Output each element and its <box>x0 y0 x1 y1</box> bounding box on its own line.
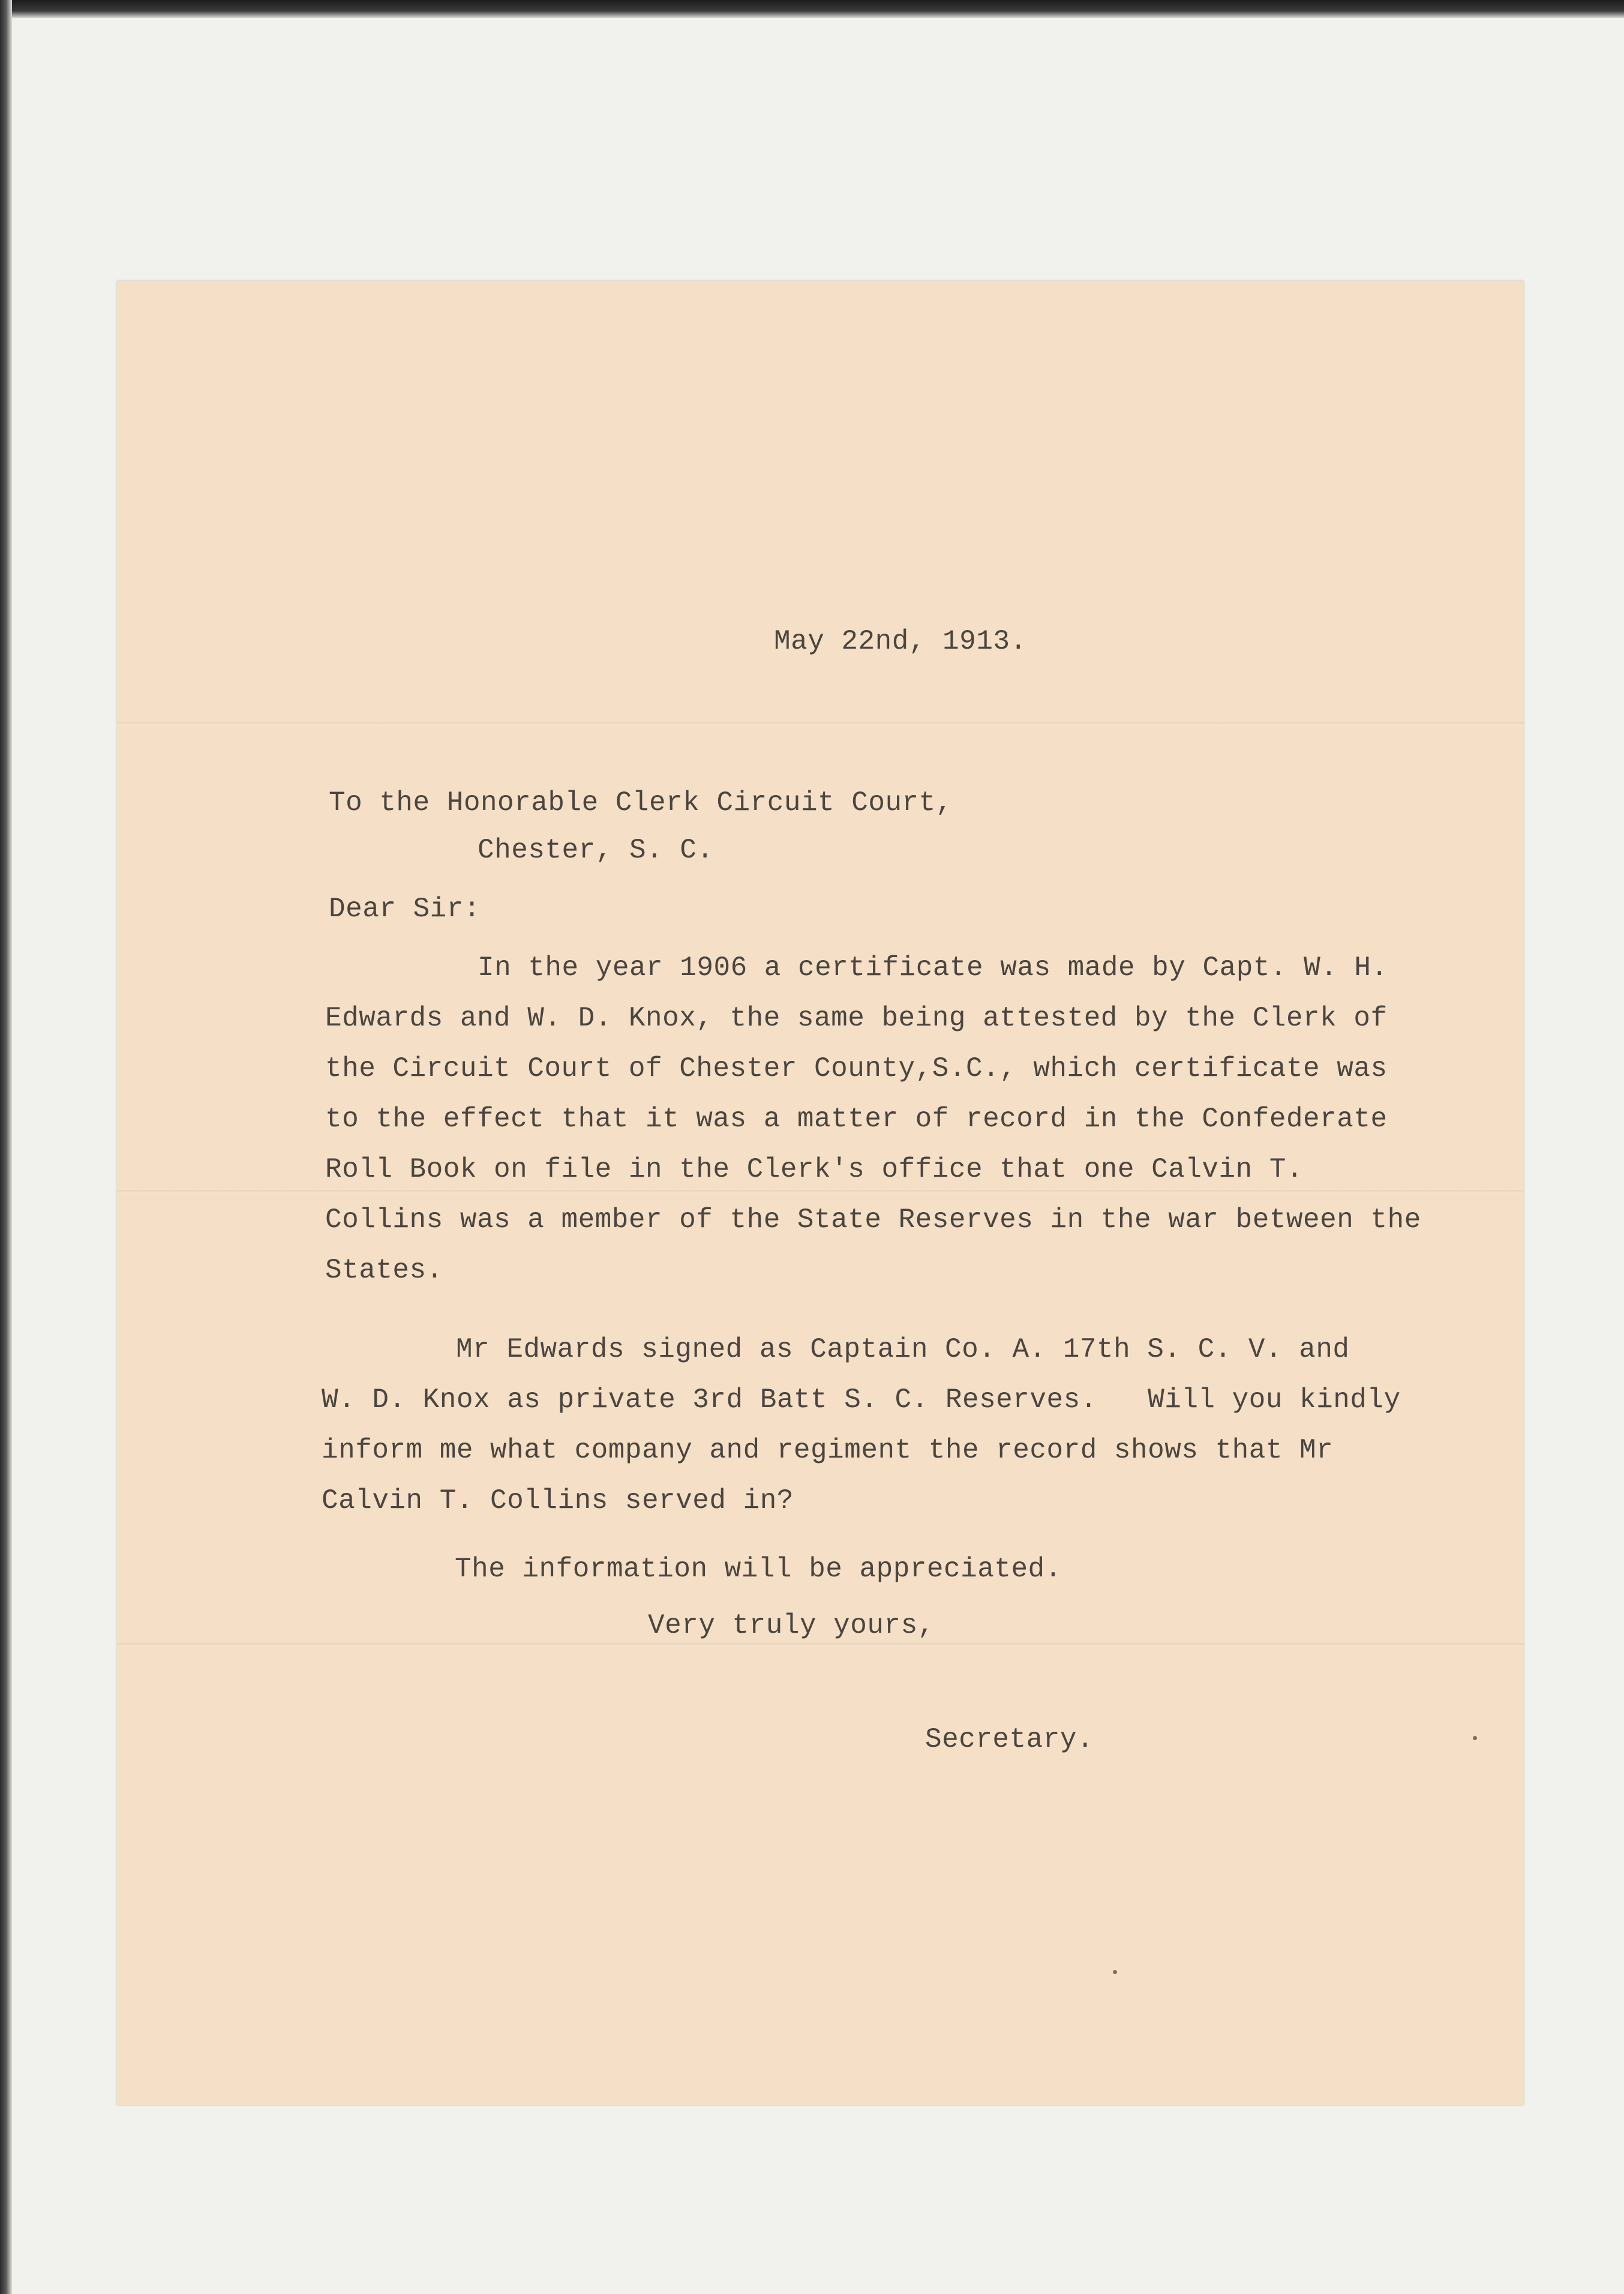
body-line: W. D. Knox as private 3rd Batt S. C. Reserves. Will you kindly <box>322 1384 1401 1416</box>
addressee-line: To the Honorable Clerk Circuit Court, <box>329 787 953 818</box>
body-line: the Circuit Court of Chester County,S.C., which certificate was <box>325 1053 1388 1084</box>
paper-speck <box>1473 1736 1477 1740</box>
body-line: Mr Edwards signed as Captain Co. A. 17th S. C. V. and <box>456 1334 1350 1365</box>
body-line: Roll Book on file in the Clerk's office that one Calvin T. <box>325 1154 1304 1185</box>
body-line: Edwards and W. D. Knox, the same being attested by the Clerk of <box>325 1003 1388 1034</box>
body-line: States. <box>325 1255 443 1286</box>
paper-fold-line <box>117 1190 1524 1194</box>
body-line: to the effect that it was a matter of record in the Confederate <box>325 1103 1388 1135</box>
body-line: Calvin T. Collins served in? <box>322 1485 794 1516</box>
body-line: The information will be appreciated. <box>455 1554 1062 1585</box>
letter-date: May 22nd, 1913. <box>774 626 1027 657</box>
paper-fold-line <box>117 1643 1524 1647</box>
letter-page <box>117 281 1524 2105</box>
signature-title: Secretary. <box>925 1724 1094 1755</box>
paper-fold-line <box>117 722 1524 725</box>
body-line: inform me what company and regiment the record shows that Mr <box>322 1435 1334 1466</box>
salutation: Dear Sir: <box>329 893 481 925</box>
scanner-top-edge <box>0 0 1624 18</box>
scanner-left-edge <box>0 0 12 2294</box>
complimentary-close: Very truly yours, <box>648 1610 935 1641</box>
body-line: Collins was a member of the State Reserves in the war between the <box>325 1204 1421 1236</box>
paper-speck <box>1113 1970 1117 1974</box>
addressee-line: Chester, S. C. <box>478 835 714 866</box>
body-line: In the year 1906 a certificate was made by Capt. W. H. <box>478 952 1388 983</box>
